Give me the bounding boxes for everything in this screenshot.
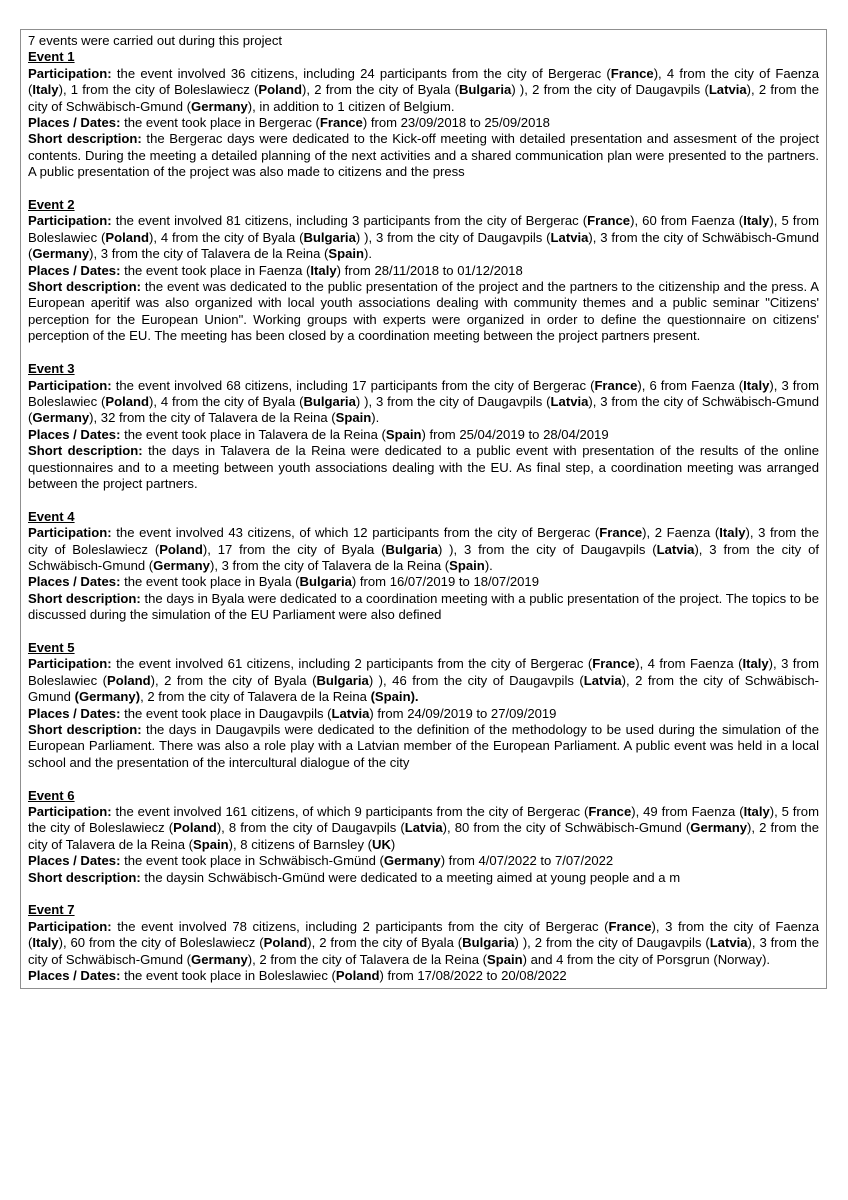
- places-dates-text: the event took place in Talavera de la Reina (Spain) from 25/04/2019 to 28/04/2019: [120, 426, 609, 442]
- events-container: [28, 49, 819, 984]
- event-block: [28, 624, 819, 772]
- event-participation: [28, 804, 819, 853]
- short-description-label: Short description:: [28, 279, 142, 295]
- event-title: Event 3: [28, 361, 75, 377]
- short-description-label: Short description:: [28, 869, 141, 885]
- places-dates-label: Places / Dates:: [28, 968, 121, 984]
- participation-label: Participation:: [28, 377, 112, 393]
- places-dates-label: Places / Dates:: [28, 426, 121, 442]
- event-places-dates: [28, 706, 819, 722]
- event-title: Event 2: [28, 197, 75, 213]
- event-places-dates: [28, 263, 819, 279]
- event-block: [28, 492, 819, 623]
- places-dates-label: Places / Dates:: [28, 705, 121, 721]
- places-dates-label: Places / Dates:: [28, 262, 121, 278]
- event-spacer: [28, 886, 819, 902]
- places-dates-text: the event took place in Faenza (Italy) from 28/11/2018 to 01/12/2018: [120, 262, 523, 278]
- event-block: [28, 49, 819, 180]
- event-places-dates: [28, 853, 819, 869]
- intro-line: 7 events were carried out during this project: [28, 33, 283, 48]
- short-description-label: Short description:: [28, 131, 142, 147]
- event-short-description: [28, 722, 819, 771]
- short-description-text: the event was dedicated to the public presentation of the project and the partners to the citizenship and the press. A European aperitif was also organized with local youth associations dealing with community themes and a public seminar "Citizens' perception for the European Union". Working groups with experts were organized in order to define the questionnaire on citizens' perception of the EU. The meeting has been closed by a coordination meeting between the project partners present.: [28, 279, 819, 344]
- event-spacer: [28, 345, 819, 361]
- short-description-text: the days in Byala were dedicated to a coordination meeting with a public presentation of the project. The topics to be discussed during the simulation of the EU Parliament were also defined: [28, 590, 819, 623]
- participation-text: the event involved 78 citizens, including 2 participants from the city of Bergerac (France), 3 from the city of Faenza (Italy), 60 from the city of Boleslawiecz (Poland), 2 from the city of Byala (Bulgaria) ), 2 from the city of Daugavpils (Latvia), 3 from the city of Schwäbisch-Gmund (Germany), 2 from the city of Talavera de la Reina (Spain) and 4 from the city of Porsgrun (Norway).: [28, 918, 819, 967]
- short-description-text: the days in Talavera de la Reina were dedicated to a public event with presentation of the results of the online questionnaires and to a meeting between youth associations dealing with the EU. As final step, a coordination meeting was arranged between the project partners.: [28, 443, 819, 491]
- event-short-description: [28, 443, 819, 492]
- event-spacer: [28, 181, 819, 197]
- participation-label: Participation:: [28, 525, 112, 541]
- event-participation: [28, 919, 819, 968]
- participation-label: Participation:: [28, 213, 112, 229]
- participation-text: the event involved 36 citizens, including 24 participants from the city of Bergerac (France), 4 from the city of Faenza (Italy), 1 from the city of Boleslawiecz (Poland), 2 from the city of Byala (Bulgaria) ), 2 from the city of Daugavpils (Latvia), 2 from the city of Schwäbisch-Gmund (Germany), in addition to 1 citizen of Belgium.: [28, 65, 819, 114]
- event-participation: [28, 213, 819, 262]
- event-block: [28, 181, 819, 345]
- event-short-description: [28, 279, 819, 345]
- event-short-description: [28, 870, 819, 886]
- event-title: Event 7: [28, 902, 75, 918]
- participation-label: Participation:: [28, 804, 112, 820]
- participation-text: the event involved 161 citizens, of which 9 participants from the city of Bergerac (France), 49 from Faenza (Italy), 5 from the city of Boleslawiecz (Poland), 8 from the city of Daugavpils (Latvia), 80 from the city of Schwäbisch-Gmund (Germany), 2 from the city of Talavera de la Reina (Spain), 8 citizens of Barnsley (UK): [28, 804, 819, 852]
- event-places-dates: [28, 427, 819, 443]
- participation-label: Participation:: [28, 656, 112, 672]
- participation-text: the event involved 81 citizens, including 3 participants from the city of Bergerac (France), 60 from Faenza (Italy), 5 from Boleslawiec (Poland), 4 from the city of Byala (Bulgaria) ), 3 from the city of Daugavpils (Latvia), 3 from the city of Schwäbisch-Gmund (Germany), 3 from the city of Talavera de la Reina (Spain).: [28, 213, 819, 262]
- short-description-label: Short description:: [28, 443, 143, 459]
- event-short-description: [28, 591, 819, 624]
- event-title: Event 4: [28, 508, 75, 524]
- document-content-box: [20, 29, 827, 989]
- places-dates-text: the event took place in Byala (Bulgaria) from 16/07/2019 to 18/07/2019: [120, 574, 539, 590]
- participation-label: Participation:: [28, 65, 112, 81]
- participation-text: the event involved 68 citizens, including 17 participants from the city of Bergerac (France), 6 from Faenza (Italy), 3 from Boleslawiec (Poland), 4 from the city of Byala (Bulgaria) ), 3 from the city of Daugavpils (Latvia), 3 from the city of Schwäbisch-Gmund (Germany), 32 from the city of Talavera de la Reina (Spain).: [28, 377, 819, 426]
- event-title: Event 6: [28, 787, 75, 803]
- event-block: [28, 345, 819, 493]
- event-spacer: [28, 624, 819, 640]
- places-dates-label: Places / Dates:: [28, 574, 121, 590]
- participation-text: the event involved 43 citizens, of which 12 participants from the city of Bergerac (France), 2 Faenza (Italy), 3 from the city of Boleslawiecz (Poland), 17 from the city of Byala (Bulgaria) ), 3 from the city of Daugavpils (Latvia), 3 from the city of Schwäbisch-Gmund (Germany), 3 from the city of Talavera de la Reina (Spain).: [28, 525, 819, 573]
- places-dates-label: Places / Dates:: [28, 853, 121, 869]
- event-participation: [28, 525, 819, 574]
- event-participation: [28, 656, 819, 705]
- places-dates-text: the event took place in Bergerac (France) from 23/09/2018 to 25/09/2018: [120, 115, 550, 131]
- event-spacer: [28, 771, 819, 787]
- short-description-text: the Bergerac days were dedicated to the Kick-off meeting with detailed presentation and assesment of the project contents. During the meeting a detailed planning of the next activities and a shared communication plan were presented to the partners. A public presentation of the project was also made to citizens and the press: [28, 131, 819, 180]
- event-places-dates: [28, 115, 819, 131]
- event-participation: [28, 378, 819, 427]
- places-dates-label: Places / Dates:: [28, 115, 121, 131]
- short-description-label: Short description:: [28, 722, 142, 737]
- short-description-text: the daysin Schwäbisch-Gmünd were dedicated to a meeting aimed at young people and a m: [140, 869, 681, 885]
- event-title: Event 1: [28, 49, 75, 65]
- event-block: [28, 771, 819, 886]
- participation-label: Participation:: [28, 918, 112, 934]
- event-participation: [28, 66, 819, 115]
- places-dates-text: the event took place in Schwäbisch-Gmünd (Germany) from 4/07/2022 to 7/07/2022: [120, 853, 614, 869]
- event-short-description: [28, 131, 819, 180]
- short-description-text: the days in Daugavpils were dedicated to the definition of the methodology to be used during the simulation of the European Parliament. There was also a role play with a Latvian member of the European Parliament. A public event was held in a local school and the presentation of the intercultural dialogue of the city: [28, 722, 820, 770]
- event-places-dates: [28, 968, 819, 984]
- event-title: Event 5: [28, 639, 75, 655]
- short-description-label: Short description:: [28, 590, 141, 606]
- places-dates-text: the event took place in Daugavpils (Latvia) from 24/09/2019 to 27/09/2019: [120, 705, 557, 721]
- event-block: [28, 886, 819, 984]
- places-dates-text: the event took place in Boleslawiec (Poland) from 17/08/2022 to 20/08/2022: [120, 968, 567, 984]
- participation-text: the event involved 61 citizens, including 2 participants from the city of Bergerac (France), 4 from Faenza (Italy), 3 from Boleslawiec (Poland), 2 from the city of Byala (Bulgaria) ), 46 from the city of Daugavpils (Latvia), 2 from the city of Schwäbisch-Gmund (Germany), 2 from the city of Talavera de la Reina (Spain).: [28, 656, 820, 705]
- event-spacer: [28, 492, 819, 508]
- event-places-dates: [28, 574, 819, 590]
